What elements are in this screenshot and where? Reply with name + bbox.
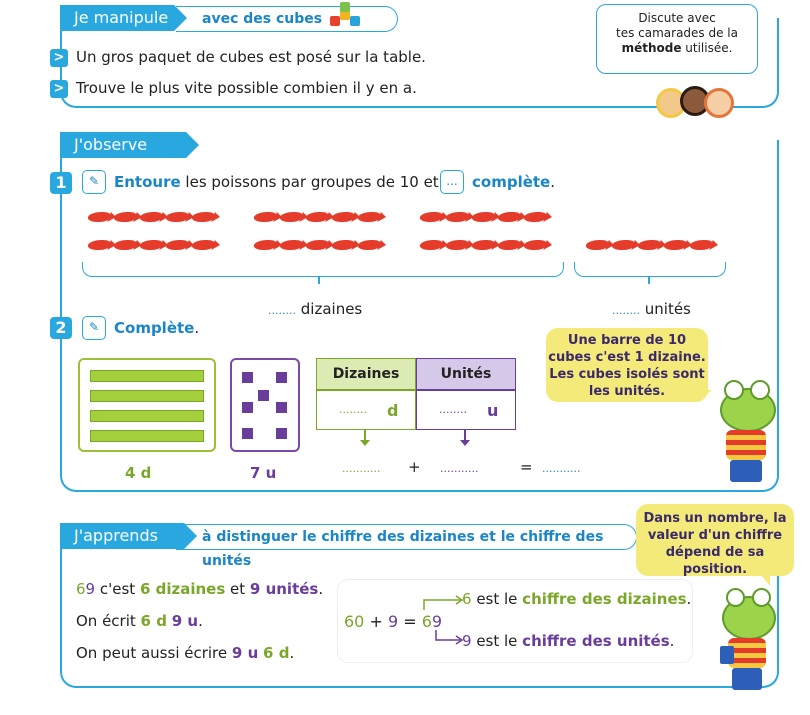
bubble-tail (760, 574, 770, 586)
exercise2-instruction (114, 319, 199, 337)
sum-dizaines[interactable]: ........... (342, 462, 381, 475)
manipule-banner-label: Je manipule (74, 8, 169, 27)
circle-pencil-icon: ✎ (82, 170, 106, 194)
arrow-text: . (686, 590, 692, 608)
exercise-number: 1 (50, 172, 72, 194)
fish (138, 240, 164, 250)
fish (86, 240, 112, 250)
bubble-text: Une barre de 10 cubes c'est 1 dizaine. Les cubes isolés sont les unités. (548, 333, 706, 399)
dizaines-label: dizaines (300, 300, 363, 318)
discute-bold: méthode (621, 41, 682, 55)
unites-label: unités (644, 300, 691, 318)
rule-u: 9 u (231, 644, 259, 662)
arrow-line-unites (462, 632, 674, 650)
place-value-table (316, 358, 516, 430)
exercise-number: 2 (50, 317, 72, 339)
eq-digit-6: 6 (421, 612, 432, 631)
cell-u-unit: u (487, 401, 499, 420)
apprends-banner-label: J'apprends (74, 526, 158, 545)
arrow-text: est le (471, 632, 523, 650)
fish (190, 240, 216, 250)
digit-9: 9 (85, 580, 96, 598)
instruction-end: . (194, 319, 200, 337)
dizaines-brace-tip (318, 276, 320, 284)
fish (86, 212, 112, 222)
fish (356, 240, 382, 250)
instruction-end: . (550, 173, 556, 191)
plus-sign: + (408, 458, 421, 476)
observe-banner (60, 132, 186, 158)
discute-line1: Discute avec (638, 11, 716, 25)
down-arrow-d-head (360, 440, 370, 446)
speech-bubble (546, 328, 708, 402)
sum-total[interactable]: ........... (542, 462, 581, 475)
arrow-connectors (410, 588, 470, 648)
fish (330, 212, 356, 222)
eq-9: 9 (387, 612, 399, 631)
fish (496, 212, 522, 222)
fish (496, 240, 522, 250)
fish (662, 240, 688, 250)
discute-line3 (597, 41, 757, 56)
fish (164, 240, 190, 250)
unites-brace-tip (648, 276, 650, 284)
rule-text: . (198, 612, 203, 630)
tens-label: 4 d (125, 464, 152, 482)
frog-mascot (716, 380, 776, 490)
entoure-label: Entoure (114, 173, 181, 191)
complete-pencil-icon: ✎ (82, 316, 106, 340)
cell-unites[interactable] (416, 390, 516, 430)
fish (610, 240, 636, 250)
discute-box (596, 4, 758, 74)
dizaines-answer (268, 300, 362, 318)
rule-d: 6 d (263, 644, 290, 662)
observe-banner-label: J'observe (74, 135, 148, 154)
rule-line-2 (76, 612, 203, 630)
col-unites: Unités (416, 358, 516, 390)
bullet-text: Trouve le plus vite possible combien il y en a. (76, 79, 417, 97)
tens-bars-box (78, 358, 216, 452)
rule-u: 9 u (171, 612, 199, 630)
apprends-pill (176, 524, 637, 569)
arrow-line-dizaines (462, 590, 691, 608)
rule-dizaines: 6 dizaines (139, 580, 226, 598)
fish (522, 240, 548, 250)
cell-u-dots: ........ (439, 403, 467, 416)
units-cubes-box (230, 358, 300, 452)
arrow-highlight: chiffre des dizaines (522, 590, 687, 608)
fish (688, 240, 714, 250)
fish (330, 240, 356, 250)
cell-d-unit: d (387, 401, 399, 420)
bubble-text: Dans un nombre, la valeur d'un chiffre dépend de sa position. (643, 511, 787, 577)
rule-text: On peut aussi écrire (76, 644, 232, 662)
fish (444, 212, 470, 222)
fish (252, 240, 278, 250)
rule-text: c'est (95, 580, 140, 598)
complete-label: Complète (114, 319, 195, 337)
exercise1-complete (472, 173, 555, 191)
unites-dots[interactable]: ........ (612, 304, 640, 317)
discute-line2: tes camarades de la (615, 26, 738, 40)
manipule-banner (60, 5, 174, 31)
down-arrow-u-head (460, 440, 470, 446)
kids-illustration (656, 84, 731, 116)
fish (164, 212, 190, 222)
cubes-icon (326, 2, 366, 32)
fish (112, 212, 138, 222)
rule-text: . (289, 644, 295, 662)
col-dizaines: Dizaines (316, 358, 416, 390)
fish (418, 212, 444, 222)
fish (470, 240, 496, 250)
arrow-highlight: chiffre des unités (522, 632, 670, 650)
dizaines-dots[interactable]: ........ (268, 304, 296, 317)
bullet-text: Un gros paquet de cubes est posé sur la table. (76, 48, 426, 66)
apprends-banner (60, 523, 184, 549)
discute-after: utilisée. (681, 41, 733, 55)
fish (444, 240, 470, 250)
equals-sign: = (520, 458, 533, 476)
fish (304, 212, 330, 222)
rule-d: 6 d (140, 612, 167, 630)
bullet-marker: > (50, 80, 68, 98)
fish (278, 240, 304, 250)
units-label: 7 u (250, 464, 277, 482)
complete-label: complète (472, 173, 551, 191)
speech-bubble (636, 504, 794, 576)
cell-d-dots: ........ (339, 403, 367, 416)
unites-answer (612, 300, 691, 318)
fish (636, 240, 662, 250)
manipule-pill-label: avec des cubes (202, 11, 323, 27)
fish (252, 212, 278, 222)
rule-text: . (318, 580, 324, 598)
fish (522, 212, 548, 222)
eq-60: 60 (344, 612, 365, 631)
eq-plus: + (364, 612, 388, 631)
fish (138, 212, 164, 222)
arrow-text: est le (471, 590, 523, 608)
bullet-marker: > (50, 49, 68, 67)
arrow-text: . (669, 632, 675, 650)
fish (112, 240, 138, 250)
arrow-digit: 6 (462, 590, 472, 608)
fish (356, 212, 382, 222)
fish (190, 212, 216, 222)
fish (470, 212, 496, 222)
fish (278, 212, 304, 222)
bubble-tail (700, 390, 712, 400)
fish (304, 240, 330, 250)
complete-pencil-icon: ... (440, 170, 464, 194)
fish (418, 240, 444, 250)
dizaines-brace (82, 262, 564, 277)
instruction-middle: les poissons par groupes de 10 et (180, 173, 439, 191)
eq-digit-9: 9 (431, 612, 443, 631)
rule-text: et (225, 580, 250, 598)
apprends-pill-label: à distinguer le chiffre des dizaines et le chiffre des unités (202, 529, 604, 569)
frog-mascot (718, 586, 776, 696)
eq-equals: = (398, 612, 422, 631)
rule-line-3 (76, 644, 294, 662)
rule-line-1 (76, 580, 323, 598)
fish (584, 240, 610, 250)
sum-unites[interactable]: ........... (440, 462, 479, 475)
rule-unites: 9 unités (249, 580, 319, 598)
arrow-digit: 9 (462, 632, 472, 650)
digit-6: 6 (76, 580, 86, 598)
exercise1-instruction (114, 173, 439, 191)
rule-text: On écrit (76, 612, 141, 630)
unites-brace (574, 262, 726, 277)
cell-dizaines[interactable] (316, 390, 416, 430)
